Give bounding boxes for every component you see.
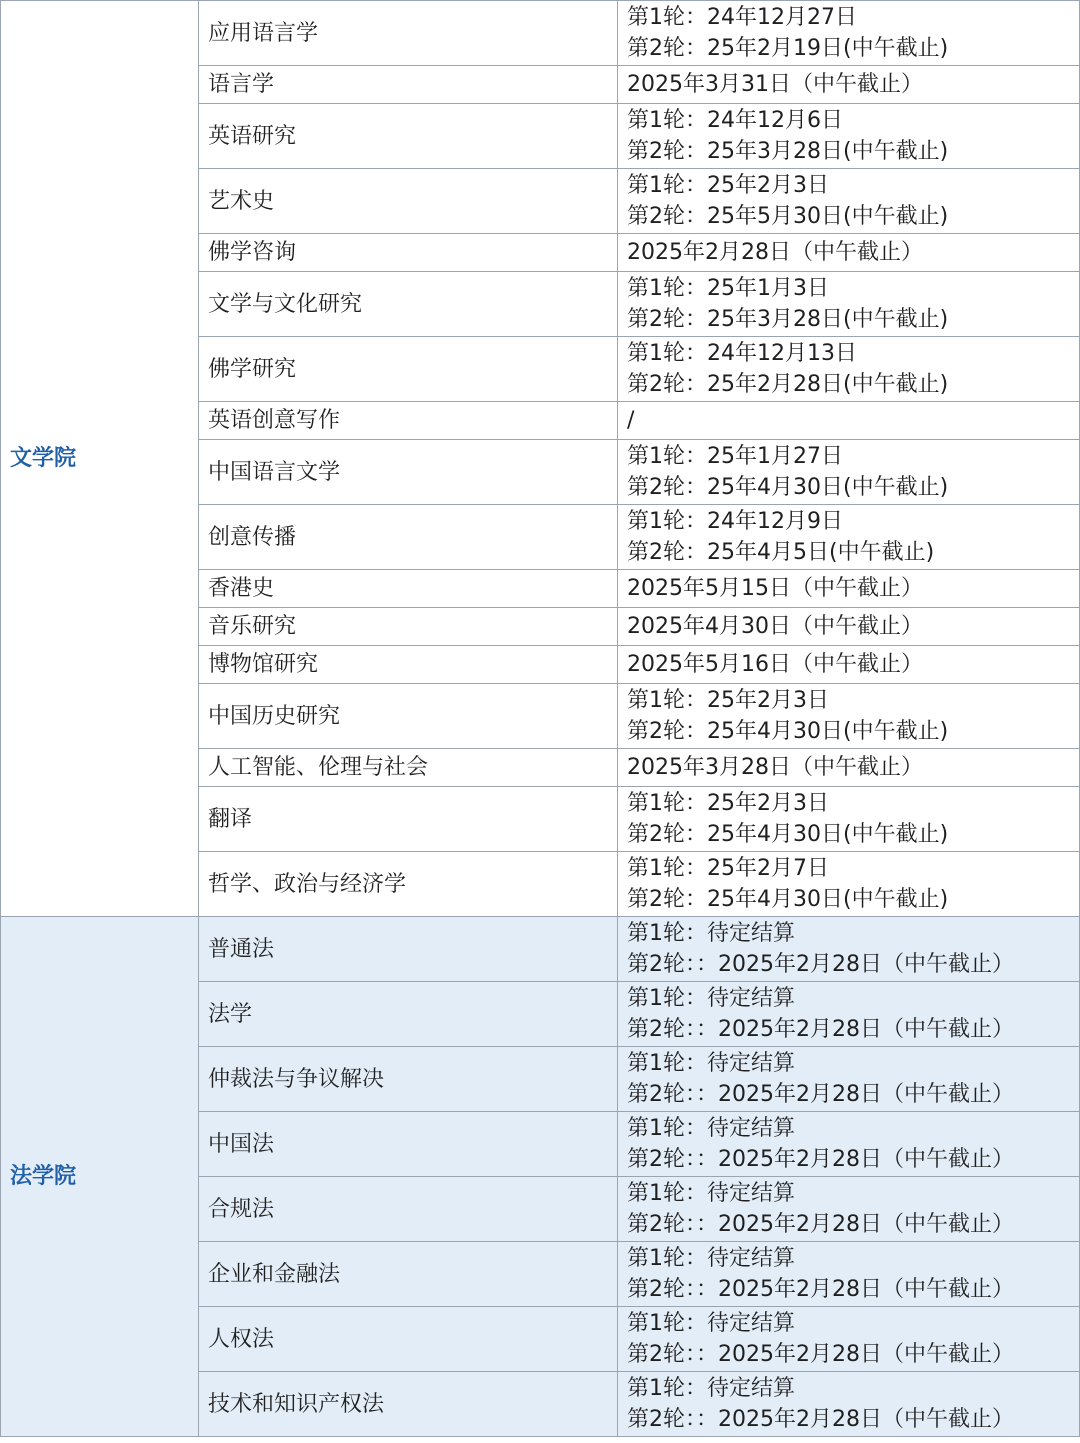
deadline-line: 第1轮：待定结算 xyxy=(627,1116,795,1141)
deadline-line: 第1轮：待定结算 xyxy=(627,1376,795,1401)
program-name: 中国法 xyxy=(199,1112,618,1177)
deadline-line: 第2轮：25年4月5日(中午截止) xyxy=(627,540,935,565)
program-name: 文学与文化研究 xyxy=(199,272,618,337)
deadline-cell xyxy=(618,1242,1080,1307)
deadline-line: 2025年5月15日（中午截止） xyxy=(627,576,923,601)
deadline-cell xyxy=(618,337,1080,402)
program-name: 应用语言学 xyxy=(199,1,618,66)
deadline-cell xyxy=(618,66,1080,104)
deadline-cell xyxy=(618,646,1080,684)
program-name: 佛学研究 xyxy=(199,337,618,402)
deadline-line: 2025年3月31日（中午截止） xyxy=(627,72,923,97)
deadline-line: 2025年5月16日（中午截止） xyxy=(627,652,923,677)
deadline-line: 第2轮：：2025年2月28日（中午截止） xyxy=(627,1082,1014,1107)
deadline-line: 第1轮：待定结算 xyxy=(627,1051,795,1076)
deadline-cell xyxy=(618,917,1080,982)
deadline-cell xyxy=(618,749,1080,787)
deadline-line: 第1轮：25年2月7日 xyxy=(627,856,829,881)
deadline-cell xyxy=(618,852,1080,917)
deadline-cell xyxy=(618,104,1080,169)
table-row xyxy=(1,1,1080,66)
deadline-line: 第1轮：24年12月9日 xyxy=(627,509,843,534)
deadline-cell xyxy=(618,440,1080,505)
deadline-cell xyxy=(618,684,1080,749)
deadline-cell xyxy=(618,1307,1080,1372)
program-name: 法学 xyxy=(199,982,618,1047)
program-name: 创意传播 xyxy=(199,505,618,570)
program-name: 普通法 xyxy=(199,917,618,982)
deadline-table-body xyxy=(1,1,1080,1437)
program-name: 音乐研究 xyxy=(199,608,618,646)
program-name: 博物馆研究 xyxy=(199,646,618,684)
deadline-cell xyxy=(618,608,1080,646)
deadline-line: 2025年2月28日（中午截止） xyxy=(627,240,923,265)
program-name: 英语创意写作 xyxy=(199,402,618,440)
deadline-line: 第2轮：：2025年2月28日（中午截止） xyxy=(627,952,1014,977)
program-name: 翻译 xyxy=(199,787,618,852)
deadline-cell xyxy=(618,1112,1080,1177)
deadline-line: 第1轮：25年2月3日 xyxy=(627,791,829,816)
program-name: 佛学咨询 xyxy=(199,234,618,272)
deadline-line: 第1轮：25年2月3日 xyxy=(627,173,829,198)
deadline-line: 第2轮：：2025年2月28日（中午截止） xyxy=(627,1212,1014,1237)
deadline-cell xyxy=(618,1,1080,66)
deadline-line: 第2轮：：2025年2月28日（中午截止） xyxy=(627,1407,1014,1432)
deadline-cell xyxy=(618,505,1080,570)
table-row xyxy=(1,917,1080,982)
deadline-line: 第1轮：25年1月3日 xyxy=(627,276,829,301)
faculty-name: 法学院 xyxy=(1,917,199,1437)
deadline-line: 第1轮：25年1月27日 xyxy=(627,444,843,469)
deadline-line: 第1轮：待定结算 xyxy=(627,1181,795,1206)
deadline-line: 第2轮：25年4月30日(中午截止) xyxy=(627,719,949,744)
deadline-line: 第2轮：25年2月19日(中午截止) xyxy=(627,36,949,61)
deadline-cell xyxy=(618,570,1080,608)
program-name: 人工智能、伦理与社会 xyxy=(199,749,618,787)
deadline-line: 第1轮：24年12月6日 xyxy=(627,108,843,133)
program-name: 英语研究 xyxy=(199,104,618,169)
deadline-line: 第2轮：25年5月30日(中午截止) xyxy=(627,204,949,229)
deadline-cell xyxy=(618,1177,1080,1242)
deadline-cell xyxy=(618,787,1080,852)
deadline-line: 第2轮：：2025年2月28日（中午截止） xyxy=(627,1147,1014,1172)
deadline-line: 第2轮：25年4月30日(中午截止) xyxy=(627,887,949,912)
program-name: 中国语言文学 xyxy=(199,440,618,505)
deadline-line: 第2轮：25年4月30日(中午截止) xyxy=(627,475,949,500)
deadline-cell xyxy=(618,982,1080,1047)
program-name: 语言学 xyxy=(199,66,618,104)
deadline-cell xyxy=(618,169,1080,234)
deadline-cell xyxy=(618,234,1080,272)
deadline-cell xyxy=(618,1372,1080,1437)
deadline-cell xyxy=(618,272,1080,337)
deadline-line: 第2轮：25年3月28日(中午截止) xyxy=(627,307,949,332)
program-name: 人权法 xyxy=(199,1307,618,1372)
program-name: 哲学、政治与经济学 xyxy=(199,852,618,917)
deadline-line: 第2轮：25年2月28日(中午截止) xyxy=(627,372,949,397)
program-name: 合规法 xyxy=(199,1177,618,1242)
faculty-name: 文学院 xyxy=(1,1,199,917)
program-name: 香港史 xyxy=(199,570,618,608)
deadline-line: / xyxy=(627,408,635,433)
deadline-cell xyxy=(618,1047,1080,1112)
program-name: 艺术史 xyxy=(199,169,618,234)
deadline-line: 第2轮：25年4月30日(中午截止) xyxy=(627,822,949,847)
deadline-cell xyxy=(618,402,1080,440)
deadline-line: 第1轮：25年2月3日 xyxy=(627,688,829,713)
deadline-line: 2025年4月30日（中午截止） xyxy=(627,614,923,639)
deadline-line: 第2轮：：2025年2月28日（中午截止） xyxy=(627,1017,1014,1042)
deadline-line: 第1轮：24年12月13日 xyxy=(627,341,857,366)
program-name: 技术和知识产权法 xyxy=(199,1372,618,1437)
deadline-line: 2025年3月28日（中午截止） xyxy=(627,755,923,780)
deadline-line: 第1轮：待定结算 xyxy=(627,1246,795,1271)
program-name: 中国历史研究 xyxy=(199,684,618,749)
program-name: 企业和金融法 xyxy=(199,1242,618,1307)
deadline-line: 第2轮：：2025年2月28日（中午截止） xyxy=(627,1277,1014,1302)
deadline-line: 第2轮：25年3月28日(中午截止) xyxy=(627,139,949,164)
deadline-line: 第2轮：：2025年2月28日（中午截止） xyxy=(627,1342,1014,1367)
program-name: 仲裁法与争议解决 xyxy=(199,1047,618,1112)
deadline-line: 第1轮：待定结算 xyxy=(627,986,795,1011)
deadline-line: 第1轮：待定结算 xyxy=(627,1311,795,1336)
deadline-line: 第1轮：待定结算 xyxy=(627,921,795,946)
deadline-line: 第1轮：24年12月27日 xyxy=(627,5,857,30)
